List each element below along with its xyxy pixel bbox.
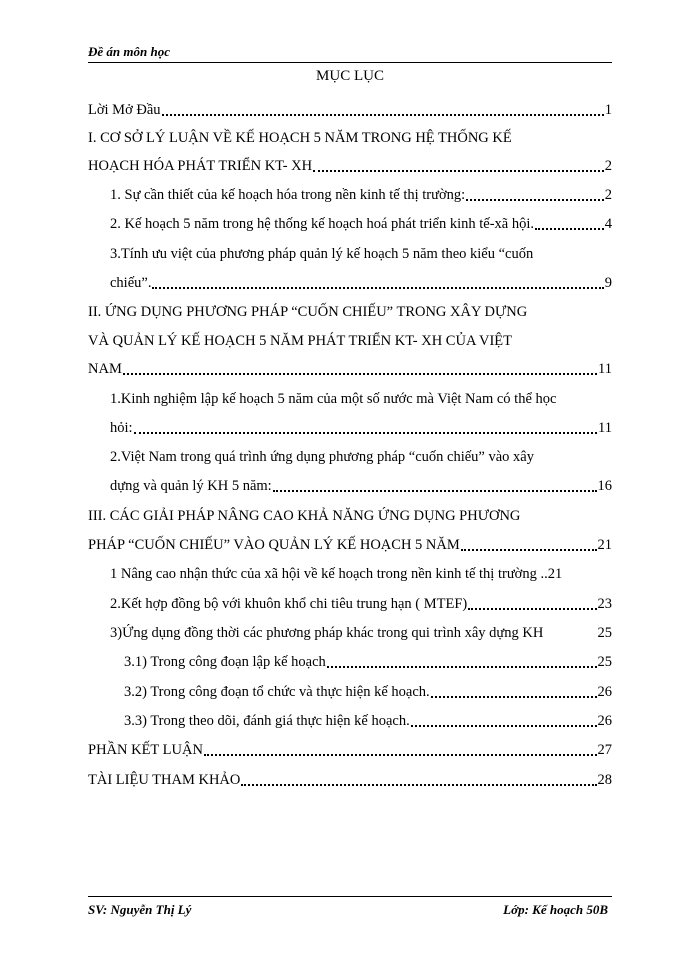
toc-entry[interactable]: [110, 623, 612, 643]
toc-page-number: 9: [604, 275, 612, 291]
toc-entry-text: chiếu”.: [110, 275, 152, 291]
toc-page-number: 21: [547, 566, 563, 582]
toc-entry-text: Lời Mở Đầu: [88, 102, 161, 118]
dot-leader: [241, 784, 596, 786]
toc-entry-text[interactable]: I. CƠ SỞ LÝ LUẬN VỀ KẾ HOẠCH 5 NĂM TRONG HỆ THỐNG KẾ: [88, 130, 512, 146]
toc-entry[interactable]: [110, 418, 612, 438]
dot-leader: [461, 549, 597, 551]
dot-leader: [313, 170, 604, 172]
toc-entry[interactable]: [88, 770, 612, 790]
dot-leader: [273, 490, 597, 492]
toc-entry-text: NAM: [88, 361, 122, 377]
toc-page-number: 16: [597, 478, 612, 494]
toc-entry-text[interactable]: 1.Kinh nghiệm lập kế hoạch 5 năm của một số nước mà Việt Nam có thể học: [110, 391, 557, 407]
footer-rule: [88, 896, 612, 897]
dot-leader: [123, 373, 597, 375]
dot-leader: [327, 666, 597, 668]
toc-entry[interactable]: [88, 740, 612, 760]
dot-leader: [152, 287, 603, 289]
toc-page-number: 26: [597, 713, 612, 729]
toc-entry-text[interactable]: III. CÁC GIẢI PHÁP NÂNG CAO KHẢ NĂNG ỨNG DỤNG PHƯƠNG: [88, 508, 521, 524]
toc-entry[interactable]: [110, 476, 612, 496]
toc-entry[interactable]: [124, 682, 612, 702]
toc-entry[interactable]: [88, 535, 612, 555]
toc-entry-text[interactable]: 3.Tính ưu việt của phương pháp quản lý kế hoạch 5 năm theo kiểu “cuốn: [110, 246, 534, 262]
toc-entry-text: hỏi:: [110, 420, 133, 436]
footer-student: SV: Nguyễn Thị Lý: [88, 902, 192, 917]
toc-page-number: 11: [598, 361, 612, 377]
toc-entry-text: TÀI LIỆU THAM KHẢO: [88, 772, 241, 788]
page-title: MỤC LỤC: [316, 68, 384, 84]
dot-leader: [431, 696, 597, 698]
dot-leader: [466, 199, 604, 201]
dot-leader: [204, 754, 597, 756]
toc-entry-text: 2. Kế hoạch 5 năm trong hệ thống kế hoạch hoá phát triển kinh tế-xã hội.: [110, 216, 535, 232]
toc-entry-text: dựng và quản lý KH 5 năm:: [110, 478, 272, 494]
toc-entry-text: PHẦN KẾT LUẬN: [88, 742, 203, 758]
toc-page-number: 26: [597, 684, 612, 700]
toc-entry-text: PHÁP “CUỐN CHIẾU” VÀO QUẢN LÝ KẾ HOẠCH 5 NĂM: [88, 537, 460, 553]
toc-page-number: 2: [604, 187, 612, 203]
header-label: Đề án môn học: [88, 44, 170, 59]
toc-entry-text: 1. Sự cần thiết của kế hoạch hóa trong nền kinh tế thị trường:: [110, 187, 466, 203]
footer-class: Lớp: Kế hoạch 50B: [503, 902, 608, 917]
toc-page-number: 23: [597, 596, 612, 612]
toc-entry-text: 3.1) Trong công đoạn lập kế hoạch: [124, 654, 326, 670]
toc-entry[interactable]: [110, 214, 612, 234]
toc-page-number: 28: [597, 772, 612, 788]
toc-page-number: 21: [597, 537, 612, 553]
toc-entry-text: 3.2) Trong công đoạn tổ chức và thực hiện kế hoạch.: [124, 684, 430, 700]
dot-leader: [535, 228, 604, 230]
toc-entry-text: HOẠCH HÓA PHÁT TRIỂN KT- XH: [88, 158, 313, 174]
toc-entry-text: 1 Nâng cao nhận thức của xã hội về kế hoạch trong nền kinh tế thị trường ..: [110, 566, 548, 582]
dot-leader: [411, 725, 597, 727]
toc-entry-text[interactable]: VÀ QUẢN LÝ KẾ HOẠCH 5 NĂM PHÁT TRIỂN KT- XH CỦA VIỆT: [88, 333, 512, 349]
dot-leader: [468, 608, 596, 610]
toc-page-number: 25: [597, 625, 612, 641]
toc-entry-text: 3)Ứng dụng đồng thời các phương pháp khác trong qui trình xây dựng KH: [110, 625, 544, 641]
toc-entry-text[interactable]: 2.Việt Nam trong quá trình ứng dụng phương pháp “cuốn chiếu” vào xây: [110, 449, 534, 465]
toc-entry[interactable]: [110, 185, 612, 205]
toc-entry[interactable]: [110, 564, 612, 584]
toc-entry-text: 2.Kết hợp đồng bộ với khuôn khổ chi tiêu trung hạn ( MTEF): [110, 596, 468, 612]
toc-page-number: 1: [604, 102, 612, 118]
toc-page-number: 2: [604, 158, 612, 174]
toc-page-number: 27: [597, 742, 612, 758]
toc-entry-text[interactable]: II. ỨNG DỤNG PHƯƠNG PHÁP “CUỐN CHIẾU” TRONG XÂY DỰNG: [88, 304, 528, 320]
toc-page-number: 11: [598, 420, 612, 436]
toc-entry[interactable]: [110, 273, 612, 293]
dot-leader: [134, 432, 597, 434]
toc-page-number: 4: [604, 216, 612, 232]
toc-entry-text: 3.3) Trong theo dõi, đánh giá thực hiện kế hoạch.: [124, 713, 410, 729]
dot-leader: [162, 114, 604, 116]
toc-entry[interactable]: [88, 100, 612, 120]
toc-entry[interactable]: [110, 594, 612, 614]
toc-page-number: 25: [597, 654, 612, 670]
toc-entry[interactable]: [88, 359, 612, 379]
toc-entry[interactable]: [88, 156, 612, 176]
toc-entry[interactable]: [124, 711, 612, 731]
toc-entry[interactable]: [124, 652, 612, 672]
